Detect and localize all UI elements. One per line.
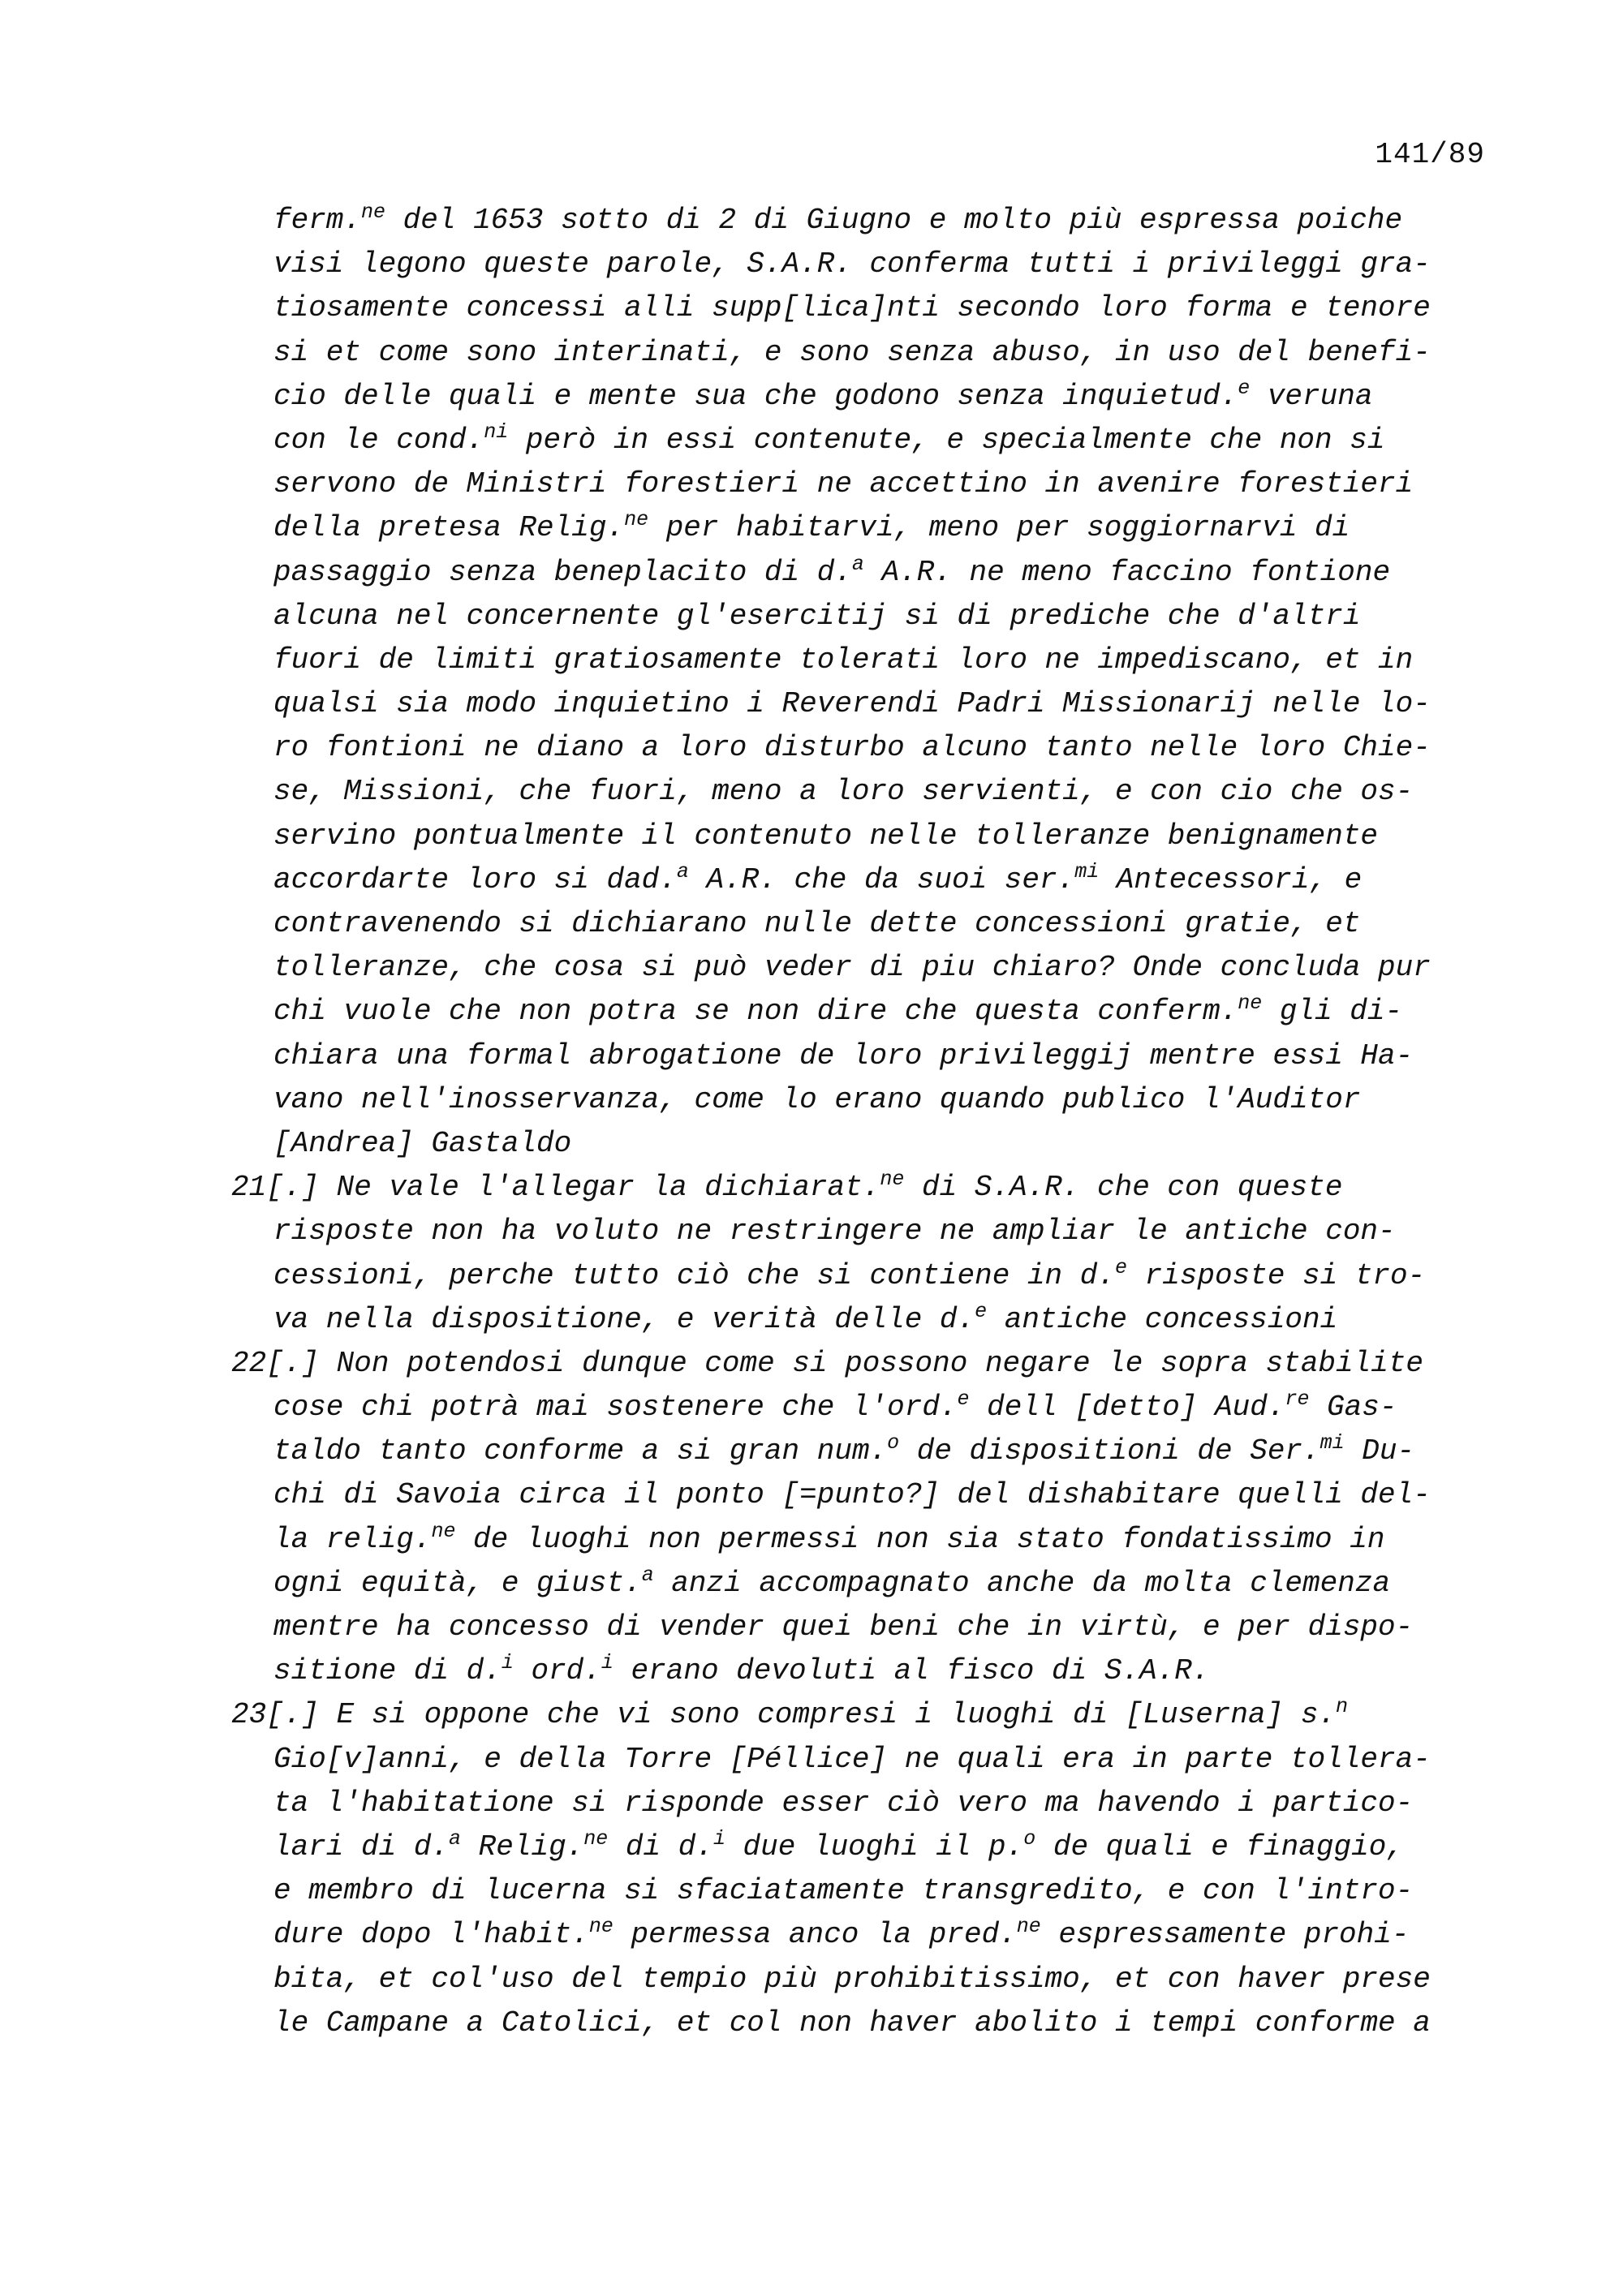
text-segment: 23[.] E si oppone che vi sono compresi i luoghi di [Luserna] s. [231, 1698, 1337, 1732]
text-segment: tiosamente concessi alli supp[lica]nti secondo loro forma e tenore [273, 291, 1431, 325]
text-segment: con le cond. [273, 423, 484, 457]
text-line [231, 1782, 1497, 1825]
text-segment: permessa anco la pred. [613, 1918, 1017, 1952]
text-segment: Relig. [461, 1829, 584, 1864]
superscript-abbreviation: ni [484, 419, 509, 444]
text-line [231, 1342, 1497, 1386]
text-line [231, 1518, 1497, 1562]
text-segment: vano nell'inosservanza, come lo erano quando publico l'Auditor [273, 1082, 1361, 1116]
superscript-abbreviation: mi [1319, 1431, 1345, 1455]
superscript-abbreviation: i [501, 1651, 514, 1675]
text-line [231, 1913, 1497, 1957]
text-line [231, 770, 1497, 814]
text-segment: fuori de limiti gratiosamente tolerati loro ne impediscano, et in [273, 643, 1414, 677]
text-segment: anzi accompagnato anche da molta clemenza [653, 1566, 1391, 1600]
superscript-abbreviation: i [712, 1826, 725, 1851]
text-segment: si et come sono interinati, e sono senza abuso, in uso del benefi- [273, 335, 1431, 369]
text-line [231, 375, 1497, 419]
text-segment: Gio[v]anni, e della Torre [Péllice] ne quali era in parte tollera- [273, 1742, 1431, 1776]
text-line [231, 286, 1497, 330]
text-segment: A.R. ne meno faccino fontione [863, 555, 1391, 589]
text-line [231, 595, 1497, 638]
text-segment: risposte si tro- [1126, 1258, 1426, 1292]
text-line [231, 726, 1497, 770]
text-segment: Antecessori, e [1099, 862, 1363, 896]
text-line [231, 331, 1497, 375]
text-segment: bita, et col'uso del tempio più prohibitissimo, et con haver prese [273, 1962, 1431, 1996]
superscript-abbreviation: e [957, 1387, 970, 1412]
text-segment: accordarte loro si dad. [273, 862, 677, 896]
text-segment: visi legono queste parole, S.A.R. conferma tutti i privileggi gra- [273, 247, 1431, 282]
text-line [231, 1606, 1497, 1649]
text-segment: dure dopo l'habit. [273, 1918, 589, 1952]
superscript-abbreviation: e [1114, 1255, 1127, 1279]
superscript-abbreviation: a [641, 1563, 654, 1587]
text-line [231, 946, 1497, 990]
text-segment: ro fontioni ne diano a loro disturbo alcuno tanto nelle loro Chie- [273, 731, 1431, 765]
text-segment: taldo tanto conforme a si gran num. [273, 1434, 888, 1468]
text-line [231, 1958, 1497, 2001]
text-segment: lari di d. [273, 1829, 450, 1864]
superscript-abbreviation: ne [1016, 1915, 1041, 1939]
text-segment: Gas- [1309, 1391, 1397, 1425]
text-segment: e membro di lucerna si sfaciatamente transgredito, e con l'intro- [273, 1874, 1414, 1908]
text-line [231, 2001, 1497, 2045]
text-line [231, 1473, 1497, 1517]
text-segment: passaggio senza beneplacito di d. [273, 555, 852, 589]
text-line [231, 1386, 1497, 1430]
text-segment: chi di Savoia circa il ponto [=punto?] del dishabitare quelli del- [273, 1478, 1431, 1512]
text-segment: ogni equità, e giust. [273, 1566, 642, 1600]
text-line [231, 638, 1497, 682]
superscript-abbreviation: ne [583, 1826, 609, 1851]
text-line [231, 815, 1497, 858]
text-segment: va nella dispositione, e verità delle d. [273, 1302, 975, 1336]
text-segment: servono de Ministri forestieri ne accettino in avenire forestieri [273, 467, 1414, 501]
text-segment: gli di- [1262, 995, 1403, 1029]
text-line [231, 1166, 1497, 1210]
text-line [231, 1122, 1497, 1166]
text-line [231, 902, 1497, 946]
page-number: 141/89 [1375, 138, 1485, 171]
text-segment: sitione di d. [273, 1654, 502, 1688]
text-segment: della pretesa Relig. [273, 511, 625, 545]
superscript-abbreviation: ne [880, 1167, 905, 1192]
superscript-abbreviation: a [676, 859, 689, 884]
text-segment: due luoghi il p. [725, 1829, 1024, 1864]
text-segment: tolleranze, che cosa si può veder di piu chiaro? Onde concluda pur [273, 951, 1431, 985]
text-segment: dell [detto] Aud. [969, 1391, 1285, 1425]
text-segment: Du- [1344, 1434, 1415, 1468]
text-line [231, 419, 1497, 462]
text-segment: de luoghi non permessi non sia stato fondatissimo in [455, 1522, 1385, 1556]
text-segment: 22[.] Non potendosi dunque come si possono negare le sopra stabilite [231, 1346, 1424, 1380]
text-segment: ta l'habitatione si risponde esser ciò vero ma havendo i partico- [273, 1786, 1414, 1820]
superscript-abbreviation: mi [1074, 859, 1100, 884]
superscript-abbreviation: ne [1238, 991, 1263, 1016]
transcription-text [231, 199, 1497, 2045]
text-line [231, 1562, 1497, 1606]
text-segment: però in essi contenute, e specialmente che non si [508, 423, 1385, 457]
text-segment: risposte non ha voluto ne restringere ne ampliar le antiche con- [273, 1215, 1396, 1249]
text-line [231, 1034, 1497, 1078]
superscript-abbreviation: ne [431, 1519, 456, 1543]
text-segment: servino pontualmente il contenuto nelle tolleranze benignamente [273, 819, 1379, 853]
text-segment: de dispositioni de Ser. [899, 1434, 1320, 1468]
text-line [231, 1298, 1497, 1342]
text-segment: [Andrea] Gastaldo [273, 1126, 572, 1160]
text-line [231, 199, 1497, 243]
superscript-abbreviation: ne [624, 508, 649, 532]
text-segment: erano devoluti al fisco di S.A.R. [613, 1654, 1210, 1688]
superscript-abbreviation: ne [361, 200, 386, 224]
text-segment: chiara una formal abrogatione de loro privileggij mentre essi Ha- [273, 1038, 1414, 1073]
text-line [231, 1254, 1497, 1298]
superscript-abbreviation: o [887, 1431, 900, 1455]
superscript-abbreviation: a [851, 552, 864, 576]
text-line [231, 990, 1497, 1034]
superscript-abbreviation: e [1238, 376, 1251, 400]
text-line [231, 1693, 1497, 1737]
text-segment: se, Missioni, che fuori, meno a loro servienti, e con cio che os- [273, 775, 1414, 809]
text-segment: A.R. che da suoi ser. [688, 862, 1075, 896]
superscript-abbreviation: re [1285, 1387, 1310, 1412]
text-segment: antiche concessioni [987, 1302, 1338, 1336]
text-line [231, 551, 1497, 595]
text-segment: per habitarvi, meno per soggiornarvi di [648, 511, 1350, 545]
superscript-abbreviation: n [1336, 1695, 1349, 1719]
superscript-abbreviation: e [975, 1299, 988, 1323]
text-line [231, 1869, 1497, 1913]
text-segment: cio delle quali e mente sua che godono senza inquietud. [273, 379, 1238, 413]
superscript-abbreviation: a [449, 1826, 462, 1851]
text-segment: ord. [513, 1654, 601, 1688]
text-segment: la relig. [273, 1522, 432, 1556]
text-segment: di d. [608, 1829, 713, 1864]
text-segment: veruna [1250, 379, 1373, 413]
text-line [231, 1430, 1497, 1473]
text-segment: alcuna nel concernente gl'esercitij si di prediche che d'altri [273, 599, 1361, 633]
text-segment: mentre ha concesso di vender quei beni che in virtù, e per dispo- [273, 1610, 1414, 1644]
text-line [231, 1738, 1497, 1782]
text-line [231, 243, 1497, 286]
text-line [231, 506, 1497, 550]
text-segment: cose chi potrà mai sostenere che l'ord. [273, 1391, 958, 1425]
text-segment: di S.A.R. che con queste [904, 1171, 1343, 1205]
text-line [231, 682, 1497, 726]
text-segment: ferm. [273, 204, 362, 237]
text-line [231, 1825, 1497, 1869]
text-segment: 21[.] Ne vale l'allegar la dichiarat. [231, 1171, 880, 1205]
superscript-abbreviation: i [601, 1651, 613, 1675]
text-segment: del 1653 sotto di 2 di Giugno e molto più espressa poiche [385, 204, 1403, 237]
superscript-abbreviation: ne [588, 1915, 613, 1939]
text-segment: de quali e finaggio, [1035, 1829, 1404, 1864]
text-line [231, 858, 1497, 902]
text-segment: cessioni, perche tutto ciò che si contiene in d. [273, 1258, 1115, 1292]
text-segment: le Campane a Catolici, et col non haver abolito i tempi conforme a [273, 2006, 1431, 2040]
text-segment: chi vuole che non potra se non dire che questa conferm. [273, 995, 1238, 1029]
text-line [231, 1210, 1497, 1253]
text-segment: contravenendo si dichiarano nulle dette concessioni gratie, et [273, 907, 1361, 940]
text-line [231, 1078, 1497, 1122]
text-segment: qualsi sia modo inquietino i Reverendi Padri Missionarij nelle lo- [273, 687, 1431, 721]
superscript-abbreviation: o [1023, 1826, 1036, 1851]
text-line [231, 1649, 1497, 1693]
text-line [231, 462, 1497, 506]
text-segment: espressamente prohi- [1040, 1918, 1410, 1952]
